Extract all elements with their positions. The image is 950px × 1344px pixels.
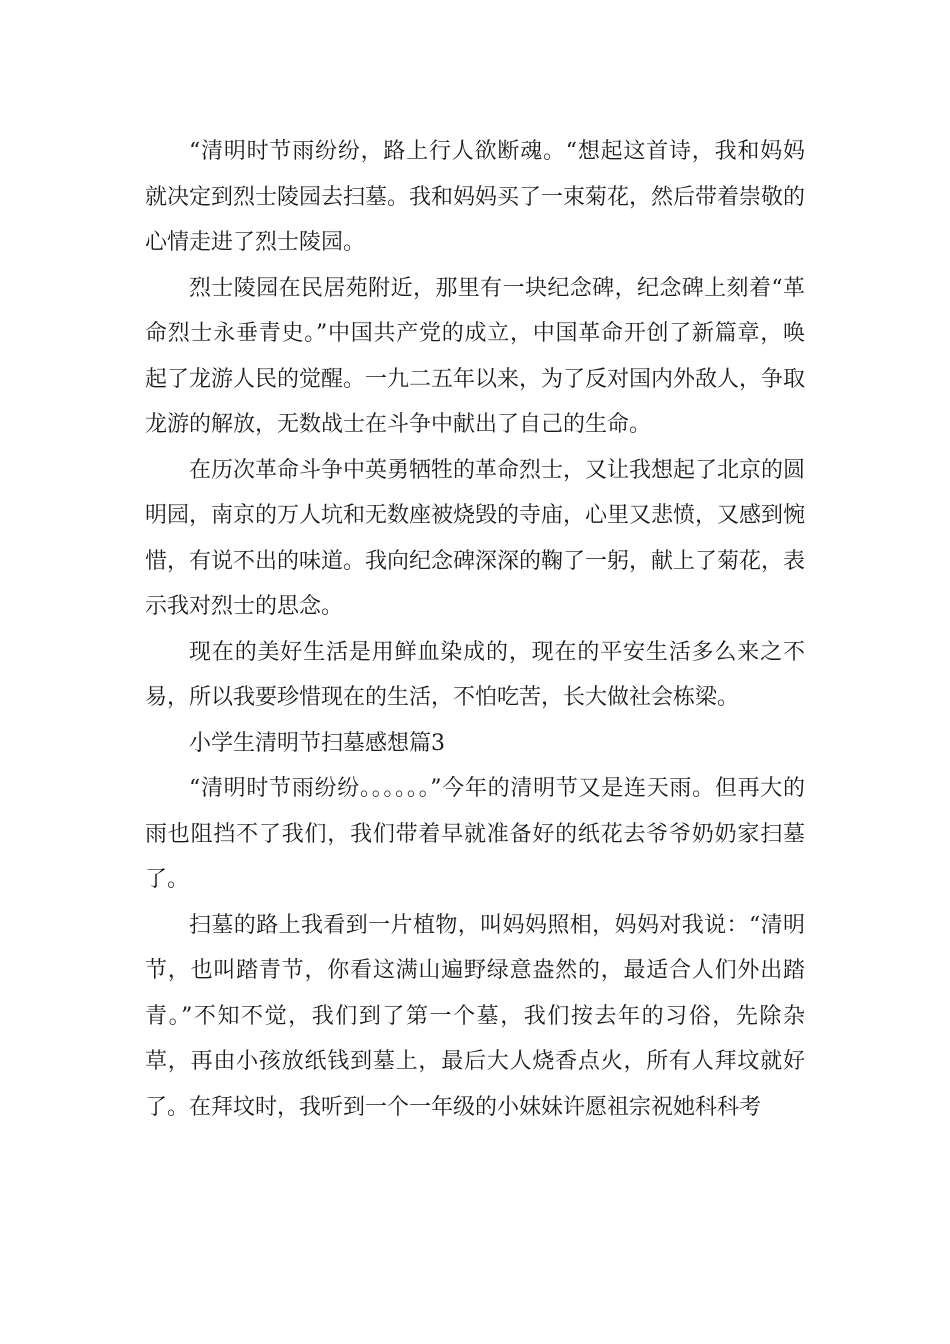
paragraph-6: 扫墓的路上我看到一片植物，叫妈妈照相，妈妈对我说：“清明节，也叫踏青节，你看这满山遍野绿意盎然的，最适合人们外出踏青。”不知不觉，我们到了第一个墓，我们按去年的习俗，先除杂草，再由小孩放纸钱到墓上，最后大人烧香点火，所有人拜坟就好了。在拜坟时，我听到一个一年级的小妹妹许愿祖宗祝她科科考 (145, 912, 805, 1120)
paragraph-5: “清明时节雨纷纷。。。。。。”今年的清明节又是连天雨。但再大的雨也阻挡不了我们，我们带着早就准备好的纸花去爷爷奶奶家扫墓了。 (145, 776, 805, 892)
paragraph-2: 烈士陵园在民居苑附近，那里有一块纪念碑，纪念碑上刻着“革命烈士永垂青史。”中国共产党的成立，中国革命开创了新篇章，唤起了龙游人民的觉醒。一九二五年以来，为了反对国内外敌人，争取龙游的解放，无数战士在斗争中献出了自己的生命。 (145, 275, 806, 437)
paragraph-3: 在历次革命斗争中英勇牺牲的革命烈士，又让我想起了北京的圆明园，南京的万人坑和无数座被烧毁的寺庙，心里又悲愤，又感到惋惜，有说不出的味道。我向纪念碑深深的鞠了一躬，献上了菊花，表示我对烈士的思念。 (145, 457, 806, 619)
section-heading: 小学生清明节扫墓感想篇3 (189, 730, 445, 756)
document-page (145, 129, 805, 1130)
paragraph-4: 现在的美好生活是用鲜血染成的，现在的平安生活多么来之不易，所以我要珍惜现在的生活，不怕吃苦，长大做社会栋梁。 (145, 639, 805, 710)
paragraph-1: “清明时节雨纷纷，路上行人欲断魂。“想起这首诗，我和妈妈就决定到烈士陵园去扫墓。我和妈妈买了一束菊花，然后带着崇敬的心情走进了烈士陵园。 (145, 139, 806, 255)
